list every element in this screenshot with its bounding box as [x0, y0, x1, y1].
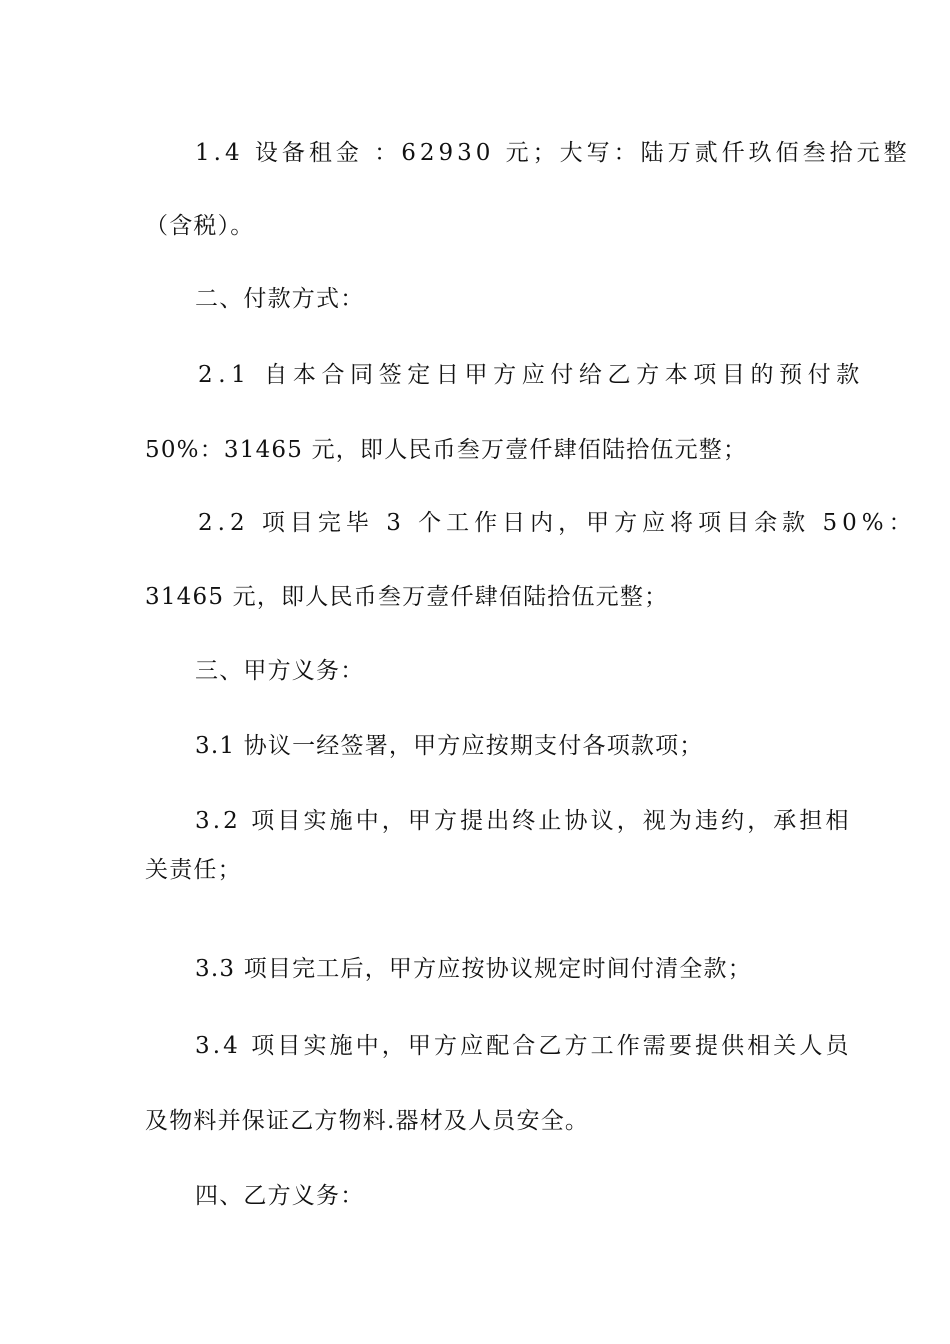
- clause-1-4-line-1: 1.4 设备租金 ：62930 元；大写：陆万贰仟玖佰叁拾元整: [195, 140, 911, 166]
- clause-2-1-line-1: 2.1 自本合同签定日甲方应付给乙方本项目的预付款: [198, 362, 865, 388]
- clause-3-1: 3.1 协议一经签署，甲方应按期支付各项款项；: [195, 733, 704, 759]
- clause-2-2-line-1: 2.2 项目完毕 3 个工作日内，甲方应将项目余款 50%：: [198, 510, 917, 536]
- section-heading-payment: 二、付款方式：: [195, 286, 365, 312]
- section-heading-party-b-duties: 四、乙方义务：: [195, 1183, 365, 1209]
- clause-1-4-line-2: （含税）。: [145, 213, 255, 239]
- clause-3-4-line-2: 及物料并保证乙方物料.器材及人员安全。: [145, 1108, 590, 1134]
- section-heading-party-a-duties: 三、甲方义务：: [195, 658, 365, 684]
- clause-3-3: 3.3 项目完工后，甲方应按协议规定时间付清全款；: [195, 956, 752, 982]
- clause-2-1-line-2: 50%：31465 元，即人民币叁万壹仟肆佰陆拾伍元整；: [145, 437, 748, 463]
- clause-3-4-line-1: 3.4 项目实施中，甲方应配合乙方工作需要提供相关人员: [195, 1033, 852, 1059]
- clause-3-2-line-2: 关责任；: [145, 857, 242, 883]
- clause-2-2-line-2: 31465 元，即人民币叁万壹仟肆佰陆拾伍元整；: [145, 584, 669, 610]
- clause-3-2-line-1: 3.2 项目实施中，甲方提出终止协议，视为违约，承担相: [195, 808, 852, 834]
